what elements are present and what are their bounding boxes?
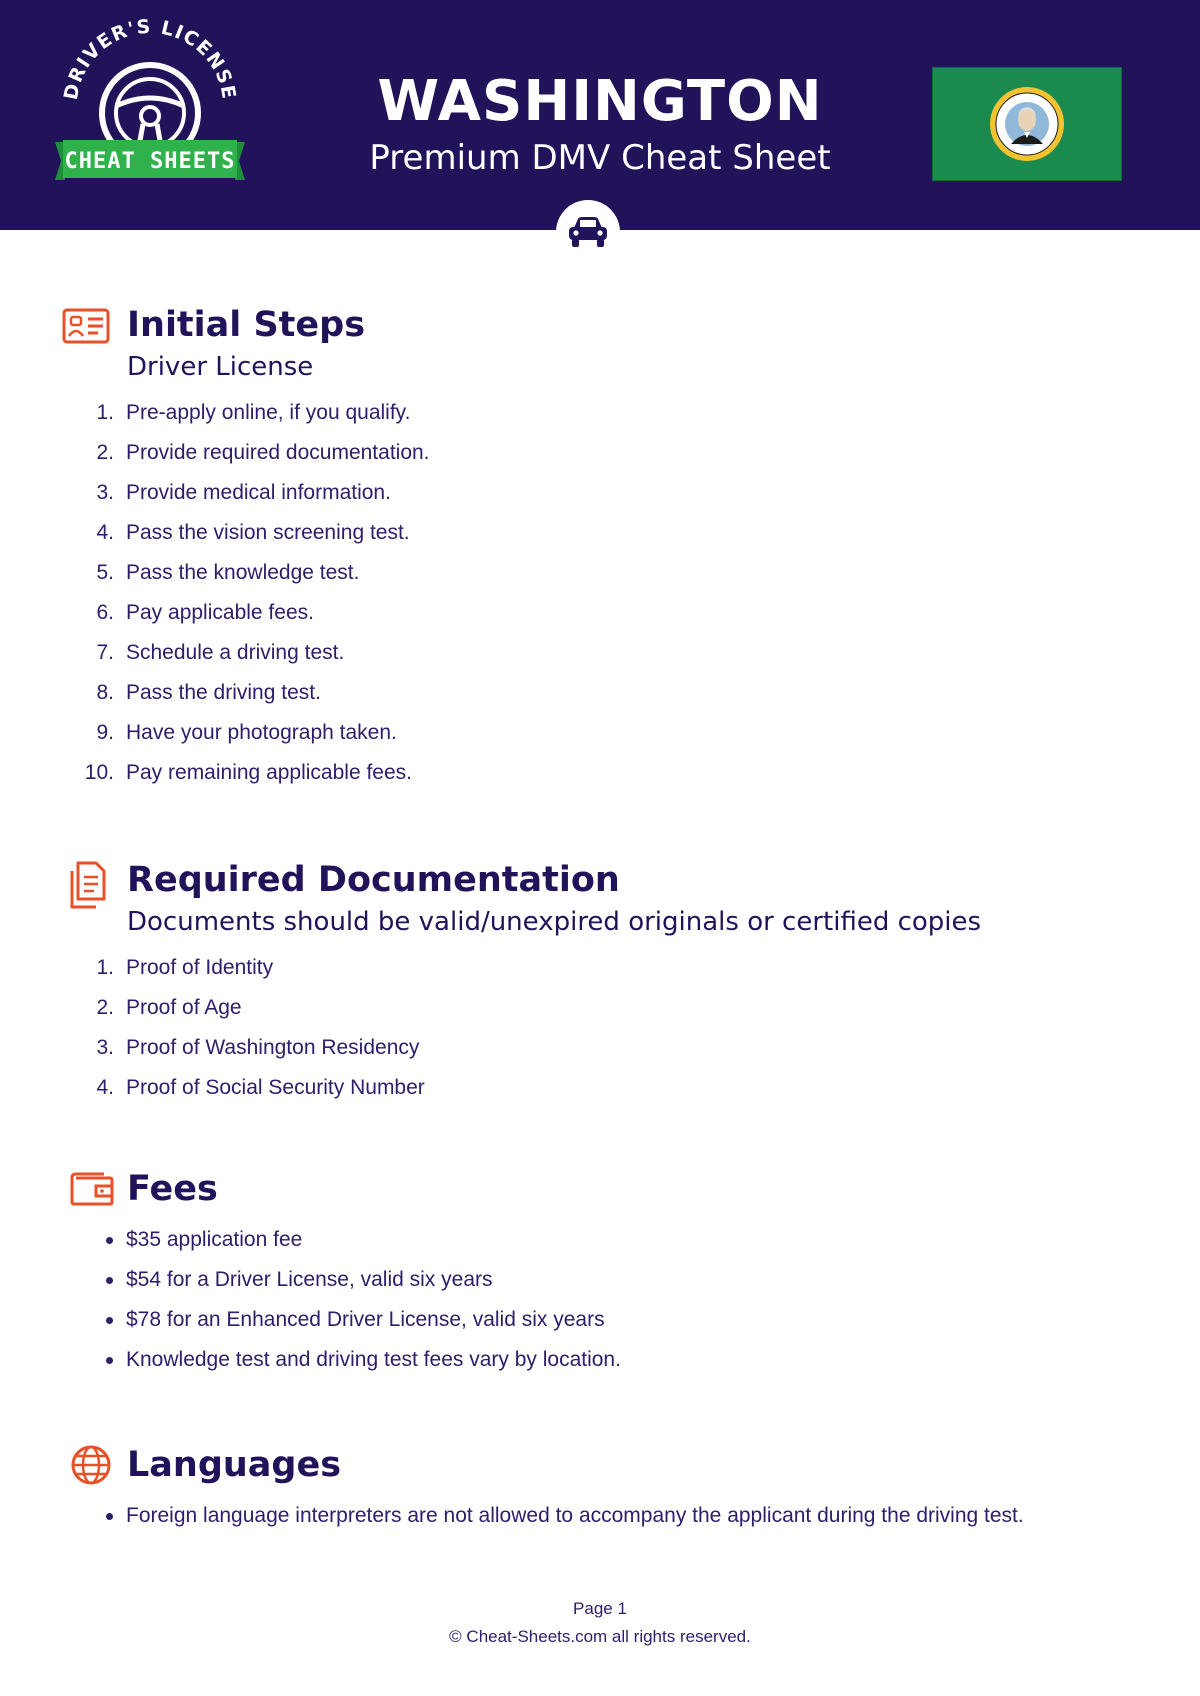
item-text: Proof of Social Security Number [126,1076,425,1099]
page-title: WASHINGTON [377,69,823,134]
item-text: Proof of Age [126,996,242,1019]
car-badge [556,200,620,264]
item-text: $54 for a Driver License, valid six years [126,1268,493,1291]
item-text: Pass the knowledge test. [126,561,360,584]
state-seal-icon [989,86,1065,162]
item-number: 2. [96,441,114,464]
item-number: 5. [96,561,114,584]
globe-icon [70,1444,112,1486]
section-title: Fees [127,1169,218,1209]
section-subtitle: Driver License [127,352,314,382]
item-text: Proof of Identity [126,956,274,979]
item-text: Knowledge test and driving test fees vary by location. [126,1348,621,1371]
copyright-notice: © Cheat-Sheets.com all rights reserved. [449,1627,751,1646]
item-text: Pay remaining applicable fees. [126,761,413,784]
page-header [0,0,1200,230]
item-text: $35 application fee [126,1228,303,1251]
car-icon [565,214,611,250]
washington-flag [932,67,1122,181]
item-number: 8. [96,681,114,704]
logo-banner-text: CHEAT SHEETS [64,149,236,174]
item-text: Schedule a driving test. [126,641,345,664]
item-number: 3. [96,481,114,504]
section-title: Initial Steps [127,305,366,345]
svg-text:DRIVER'S LICENSE [60,18,240,102]
item-number: 7. [96,641,114,664]
item-text: Pass the vision screening test. [126,521,410,544]
item-text: Provide required documentation. [126,441,430,464]
item-number: 10. [84,761,114,784]
section-title: Required Documentation [127,860,620,900]
wallet-icon [70,1172,114,1206]
item-number: 1. [96,401,114,424]
id-card-icon [62,308,110,344]
drivers-license-cheat-sheets-logo [55,18,245,188]
item-number: 4. [96,521,114,544]
item-number: 3. [96,1036,114,1059]
documents-icon [66,861,106,909]
item-number: 6. [96,601,114,624]
item-number: 1. [96,956,114,979]
item-text: Pre-apply online, if you qualify. [126,401,411,424]
bullet [106,1277,113,1284]
item-number: 2. [96,996,114,1019]
bullet [106,1317,113,1324]
item-text: Provide medical information. [126,481,391,504]
item-text: Have your photograph taken. [126,721,397,744]
bullet [106,1357,113,1364]
item-number: 9. [96,721,114,744]
bullet [106,1513,113,1520]
item-text: Foreign language interpreters are not allowed to accompany the applicant during the driving test. [126,1504,1024,1527]
item-text: $78 for an Enhanced Driver License, valid six years [126,1308,605,1331]
section-subtitle: Documents should be valid/unexpired originals or certified copies [127,907,982,937]
item-text: Proof of Washington Residency [126,1036,420,1059]
page-number: Page 1 [573,1599,627,1618]
item-text: Pay applicable fees. [126,601,314,624]
page-subtitle: Premium DMV Cheat Sheet [369,138,831,178]
logo-arc-text: DRIVER'S LICENSE [59,18,240,102]
item-text: Pass the driving test. [126,681,321,704]
item-number: 4. [96,1076,114,1099]
bullet [106,1237,113,1244]
section-title: Languages [127,1445,342,1485]
